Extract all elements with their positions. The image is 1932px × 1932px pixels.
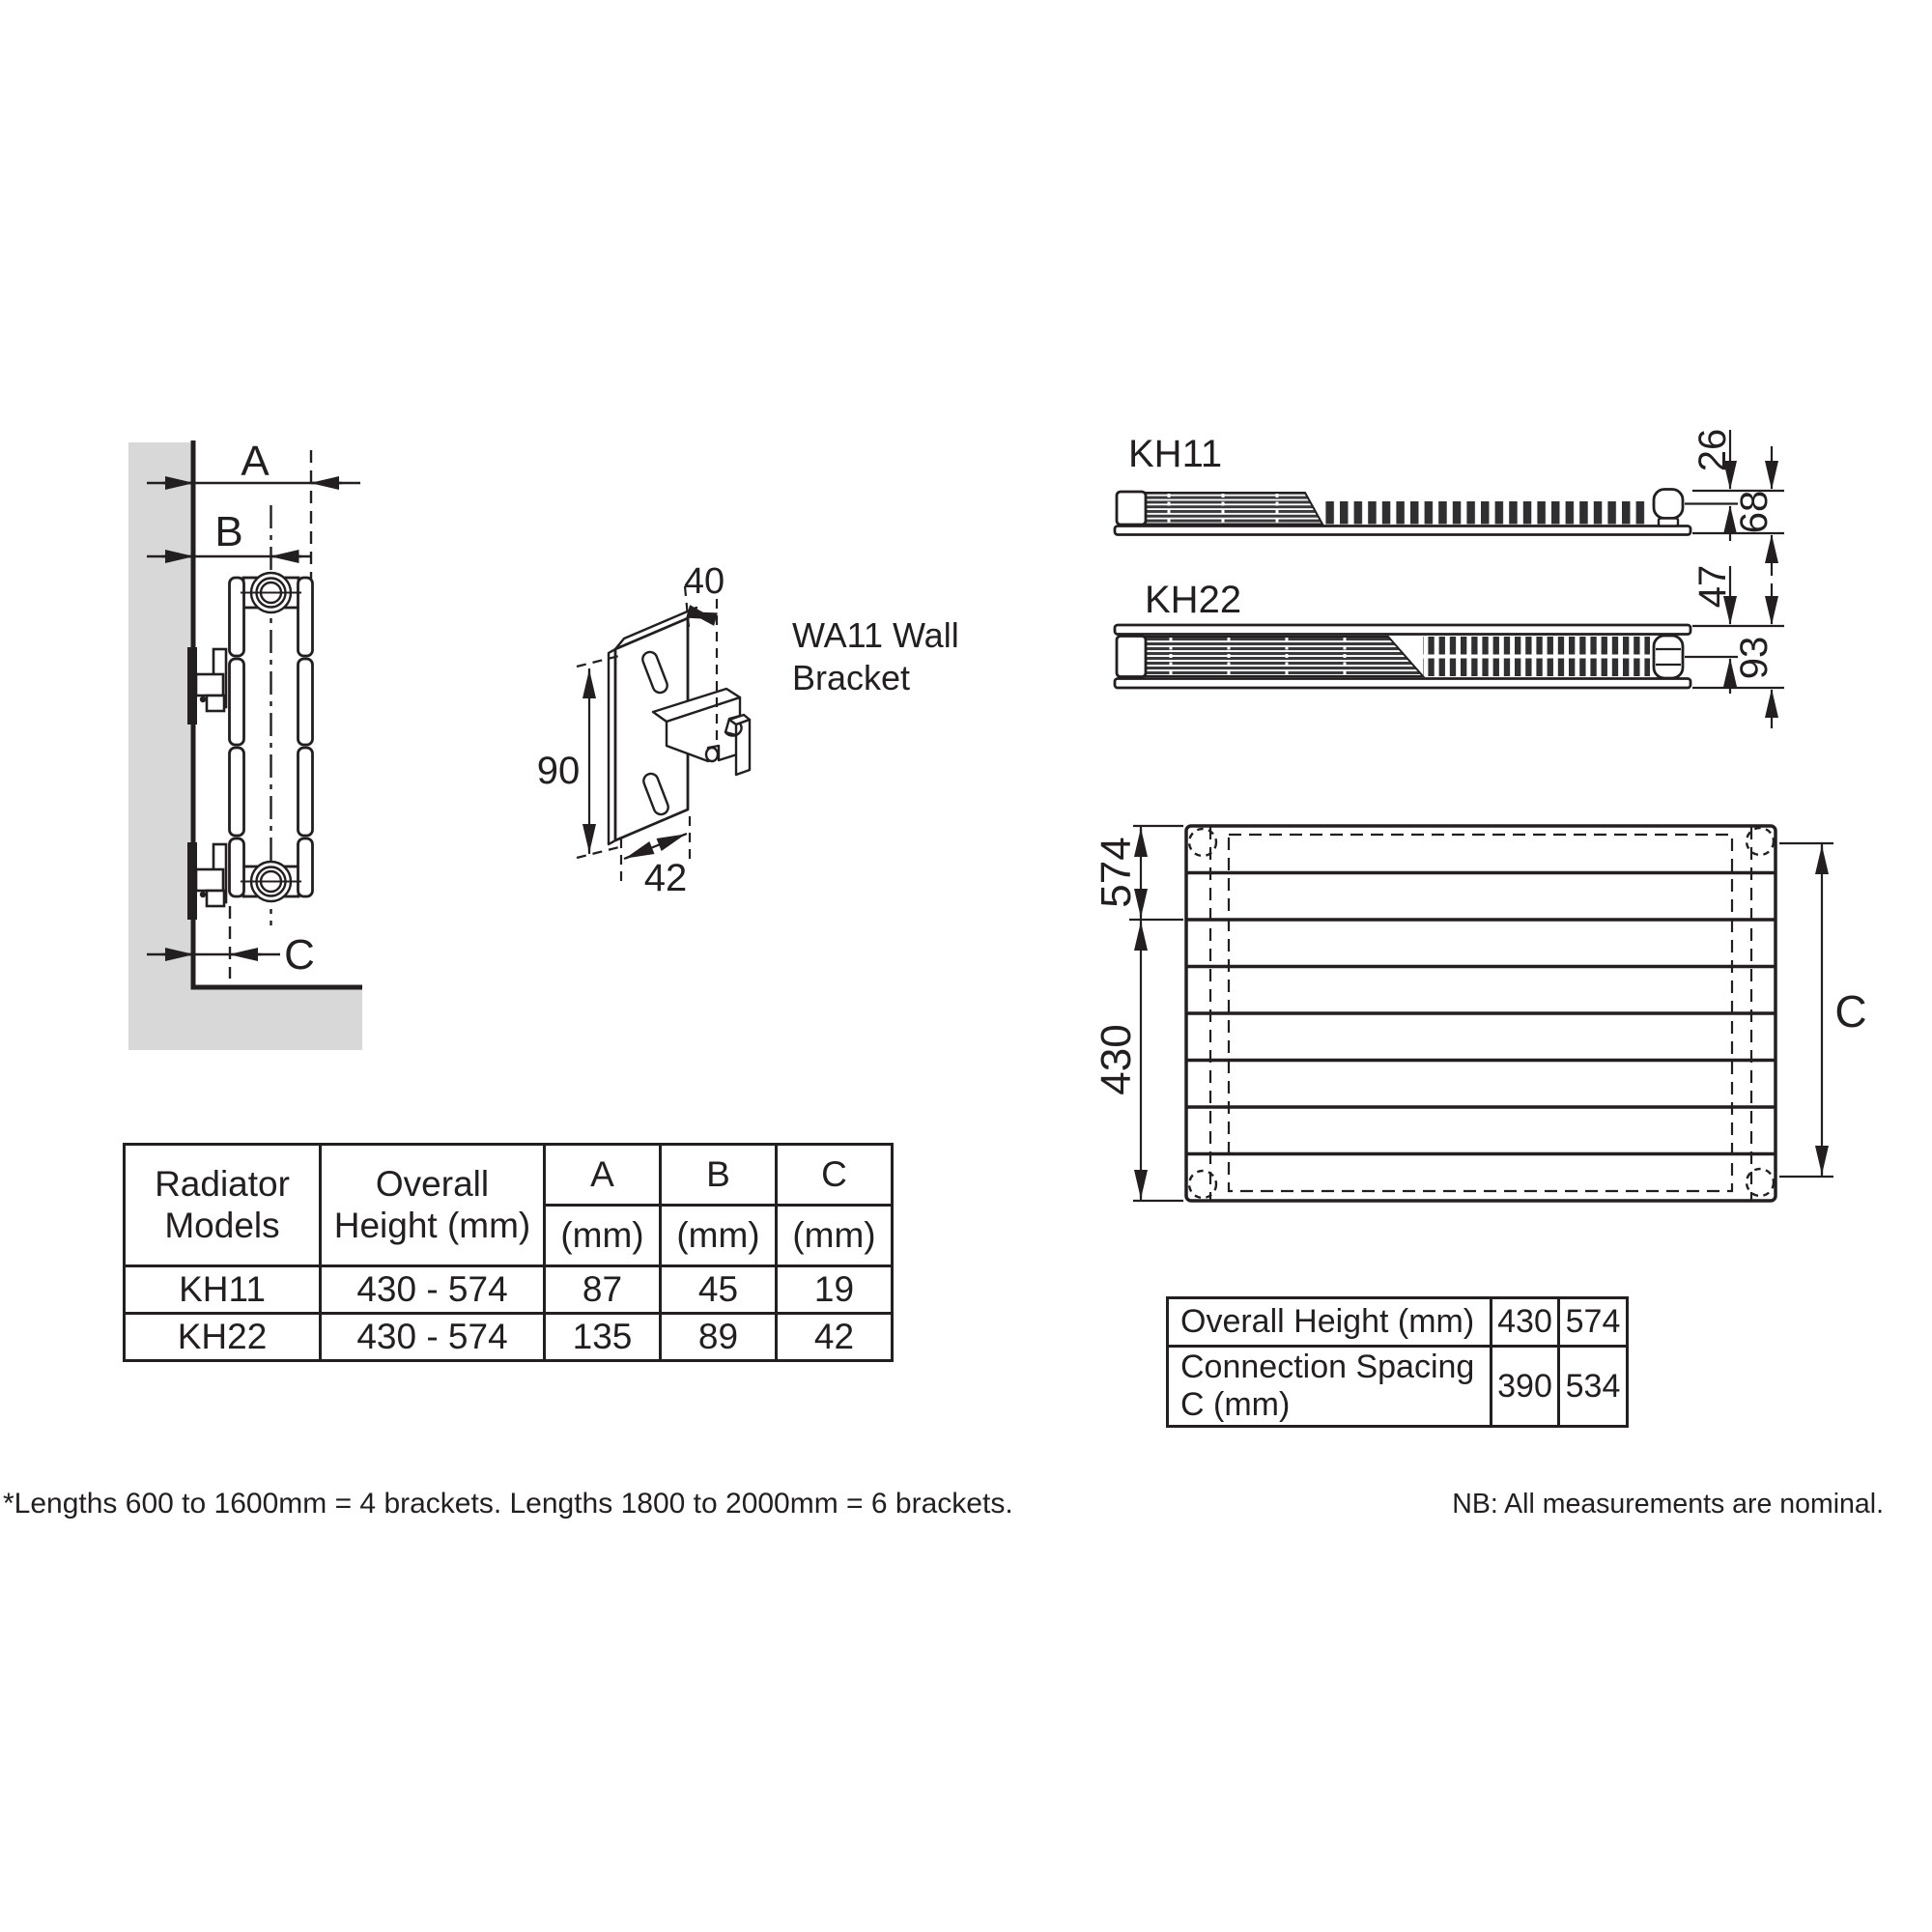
models-header-col1: Radiator Models xyxy=(125,1145,321,1266)
lower-bracket-icon xyxy=(187,842,226,920)
kh22-dim-47 xyxy=(1691,565,1734,694)
table-row: KH22 430 - 574 135 89 42 xyxy=(125,1314,893,1361)
wall-side-view-diagram xyxy=(128,438,362,1050)
spacing-table xyxy=(1166,1296,1629,1428)
kh11-dim-26-label: 26 xyxy=(1691,428,1734,472)
brackets-note: *Lengths 600 to 1600mm = 4 brackets. Lengths 1800 to 2000mm = 6 brackets. xyxy=(3,1488,1013,1520)
kh11-label: KH11 xyxy=(1128,433,1223,475)
upper-bracket-icon xyxy=(187,647,226,724)
dim-c-label: C xyxy=(284,931,315,979)
front-dim-430-label: 430 xyxy=(1093,1024,1140,1095)
bracket-title-line1: WA11 Wall xyxy=(792,615,959,655)
bracket-dim-42-label: 42 xyxy=(643,857,688,899)
kh11-base-plate xyxy=(1115,526,1690,535)
kh11-dim-68-label: 68 xyxy=(1733,490,1776,534)
kh22-end-cap xyxy=(1117,637,1146,677)
bracket-dim-90 xyxy=(537,656,619,858)
kh22-bottom-plate xyxy=(1115,679,1690,689)
models-header-a: A xyxy=(545,1145,661,1206)
wa11-bracket-diagram xyxy=(537,561,959,899)
models-header-c: C xyxy=(777,1145,893,1206)
radiator-front-view xyxy=(1093,826,1867,1201)
dim-a-label: A xyxy=(241,438,270,485)
models-header-b-unit: (mm) xyxy=(661,1206,777,1266)
bracket-dim-40-label: 40 xyxy=(683,561,725,602)
kh22-dim-47-label: 47 xyxy=(1691,564,1734,609)
kh22-valve xyxy=(1654,636,1683,678)
kh11-top-view xyxy=(1115,429,1784,576)
kh11-panel xyxy=(1146,493,1322,525)
table-row: KH11 430 - 574 87 45 19 xyxy=(125,1266,893,1314)
kh22-top-view xyxy=(1115,565,1784,728)
models-header-c-unit: (mm) xyxy=(777,1206,893,1266)
models-header-a-unit: (mm) xyxy=(545,1206,661,1266)
dim-b-label: B xyxy=(214,508,243,555)
table-row: Connection Spacing C (mm) 390 534 xyxy=(1168,1347,1628,1427)
front-dim-574-label: 574 xyxy=(1093,837,1140,908)
kh11-end-cap xyxy=(1117,492,1146,525)
nominal-note: NB: All measurements are nominal. xyxy=(1452,1489,1884,1520)
bracket-dim-90-label: 90 xyxy=(536,750,581,792)
kh22-dim-93-label: 93 xyxy=(1733,636,1776,680)
kh22-dim-93 xyxy=(1733,583,1776,728)
kh22-panel xyxy=(1146,637,1423,676)
table-row: Overall Height (mm) 430 574 xyxy=(1168,1298,1628,1347)
models-table xyxy=(123,1143,894,1362)
kh11-dim-68 xyxy=(1733,446,1776,576)
kh11-fins xyxy=(1322,501,1650,525)
kh11-valve xyxy=(1654,490,1683,526)
front-dim-c-label: C xyxy=(1834,986,1867,1037)
models-header-b: B xyxy=(661,1145,777,1206)
kh22-label: KH22 xyxy=(1145,579,1242,621)
front-dim-c xyxy=(1779,843,1833,1177)
bracket-title-line2: Bracket xyxy=(792,658,911,697)
wall-and-floor xyxy=(128,442,362,1050)
kh11-dim-26 xyxy=(1691,429,1734,541)
models-header-col2: Overall Height (mm) xyxy=(321,1145,545,1266)
kh22-top-plate xyxy=(1115,625,1690,635)
